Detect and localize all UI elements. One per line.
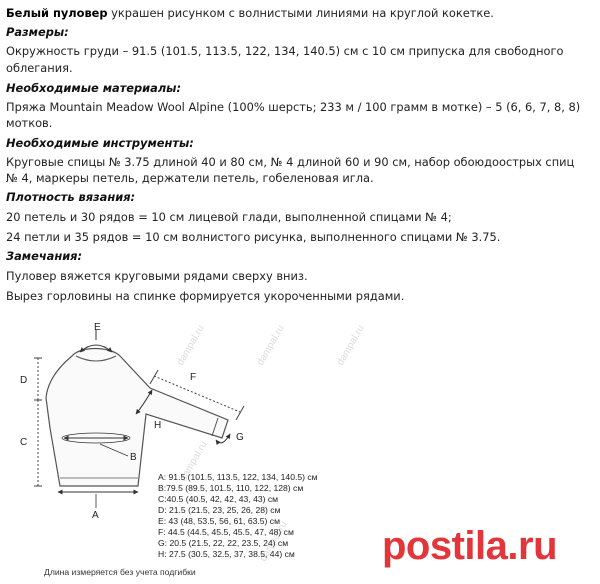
label-e: E [94, 322, 101, 333]
gauge-line-1: 20 петель и 30 рядов = 10 см лицевой глади, выполненной спицами № 4; [6, 210, 452, 224]
materials-heading: Необходимые материалы: [6, 81, 182, 95]
label-h: H [154, 420, 162, 431]
label-c: C [20, 437, 28, 448]
gauge-heading: Плотность вязания: [6, 190, 136, 204]
watermark: dampal.ru [178, 439, 210, 484]
label-f: F [190, 372, 197, 383]
measure-f-tick-2 [236, 406, 244, 420]
length-note: Длина измеряется без учета подгибки [44, 567, 196, 577]
measure-c: C:40.5 (40.5, 42, 42, 43, 43) см [158, 494, 279, 504]
intro-text: украшен рисунком с волнистыми линиями на круглой кокетке. [107, 6, 494, 20]
label-g: G [236, 432, 244, 443]
measure-a: A: 91.5 (101.5, 113.5, 122, 134, 140.5) см [158, 472, 318, 482]
gauge-line-2: 24 петли и 35 рядов = 10 см волнистого рисунка, выполненного спицами № 3.75. [6, 230, 501, 244]
sizes-line-2: облегания. [6, 61, 73, 75]
intro-title: Белый пуловер [6, 6, 108, 20]
measure-b: B:79.5 (89.5, 101.5, 110, 122, 128) см [158, 483, 304, 493]
brand-logo: postila.ru [382, 524, 558, 568]
label-d: D [20, 375, 28, 386]
tools-line-2: № 4, маркеры петель, держатели петель, гобеленовая игла. [6, 171, 374, 185]
label-a: A [92, 510, 99, 521]
remarks-heading: Замечания: [6, 249, 83, 263]
measurements-list [158, 472, 318, 560]
materials-line-1: Пряжа Mountain Meadow Wool Alpine (100% шерсть; 233 м / 100 грамм в мотке) – 5 (6, 6, 7, 8, 8) [6, 100, 581, 114]
sizes-line-1: Окружность груди – 91.5 (101.5, 113.5, 122, 134, 140.5) см с 10 см припуска для свободного [6, 44, 564, 58]
watermark: dampal.ru [255, 323, 287, 368]
tools-heading: Необходимые инструменты: [6, 136, 194, 150]
remarks-line-1: Пуловер вяжется круговыми рядами сверху вниз. [6, 269, 308, 283]
measure-g: G: 20.5 (21.5, 22, 22, 23.5, 24) см [158, 538, 289, 548]
watermark: dampal.ru [258, 519, 290, 564]
sweater-outline [46, 349, 228, 487]
measure-h: H: 27.5 (30.5, 32.5, 37, 38.5, 44) см [158, 549, 295, 559]
measure-f-tick-1 [150, 370, 158, 384]
tools-line-1: Круговые спицы № 3.75 длиной 40 и 80 см, № 4 длиной 60 и 90 см, набор обоюдоострых спиц [6, 155, 575, 169]
remarks-line-2: Вырез горловины на спинке формируется укороченными рядами. [6, 289, 405, 303]
sizes-heading: Размеры: [6, 25, 69, 39]
watermark: dampal.ru [175, 323, 207, 368]
label-b: B [130, 452, 137, 463]
measure-d: D: 21.5 (21.5, 23, 25, 26, 28) см [158, 505, 281, 515]
measure-e: E: 43 (48, 53.5, 56, 61, 63.5) см [158, 516, 280, 526]
intro-line [6, 5, 596, 21]
measure-f: F: 44.5 (44.5, 45.5, 45.5, 47, 48) см [158, 527, 294, 537]
watermark: dampal.ru [335, 323, 367, 368]
materials-line-2: мотков. [6, 116, 53, 130]
